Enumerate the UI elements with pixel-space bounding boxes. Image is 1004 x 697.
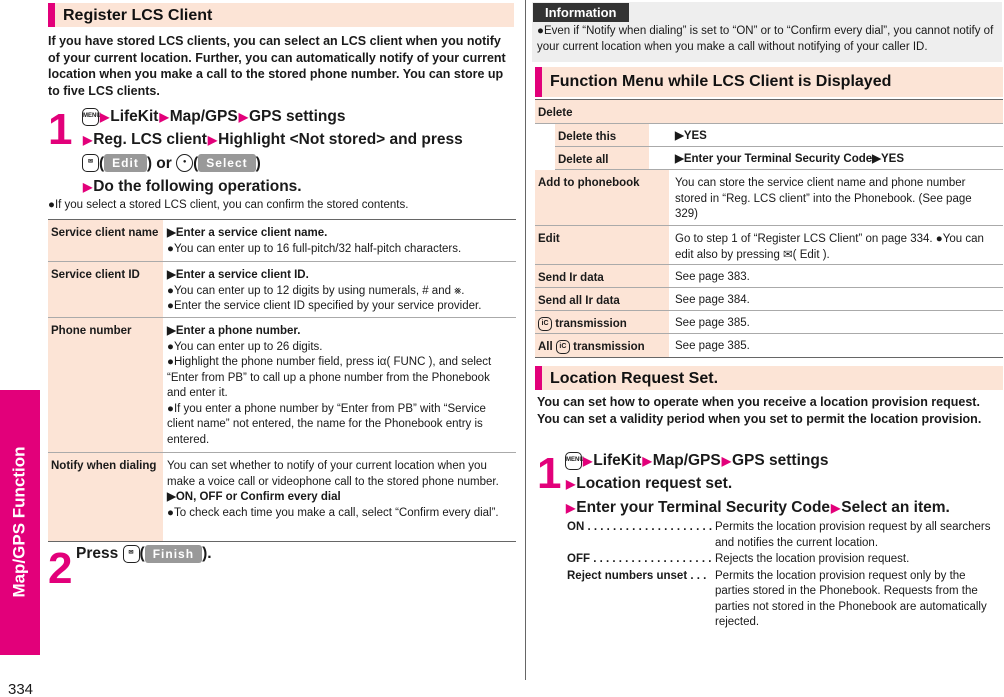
table-row: Send all Ir data See page 384. bbox=[535, 288, 1003, 311]
option-row: OFF . . . . . . . . . . . . . . . . . . . Rejects the location provision request. bbox=[567, 553, 910, 566]
register-intro: If you have stored LCS clients, you can select an LCS client when you notify of your current location. Further, you can automatically notify of your current location when you make a call to the stored phone number. You can store up to five LCS clients. bbox=[48, 34, 506, 98]
location-request-intro: You can set how to operate when you receive a location provision request. You can set a validity period when you set to permit the location provision. bbox=[537, 395, 982, 426]
information-label: Information bbox=[533, 3, 629, 22]
finish-softkey: Finish bbox=[145, 545, 202, 563]
center-key-icon: ● bbox=[176, 154, 193, 172]
option-row: ON . . . . . . . . . . . . . . . . . . . . Permits the location provision request by all searchers and notifies the current location. bbox=[567, 521, 991, 549]
location-options bbox=[567, 520, 1003, 631]
row-label: Service client name bbox=[48, 220, 163, 261]
table-row: Notify when dialing You can set whether to notify of your current location when you make a voice call or videophone call to the stored phone number. ▶ON, OFF or Confirm every dial ●To check each time you make a call, select “Confirm every dial”. bbox=[48, 453, 516, 541]
edit-softkey: Edit bbox=[104, 154, 147, 172]
register-options-table bbox=[48, 219, 516, 542]
step-2-text: Press ✉ ( Finish ). bbox=[76, 545, 212, 562]
stored-contents-note: ●If you select a stored LCS client, you can confirm the stored contents. bbox=[48, 199, 409, 211]
side-tab-label: Map/GPS Function bbox=[9, 446, 29, 598]
table-row: Delete this ▶YES bbox=[555, 124, 1003, 147]
table-row: All iC transmission See page 385. bbox=[535, 334, 1003, 357]
column-divider bbox=[525, 0, 526, 680]
table-row: Service client name ▶Enter a service client name. ●You can enter up to 16 full-pitch/32 half-pitch characters. bbox=[48, 220, 516, 262]
section-header-function-menu: Function Menu while LCS Client is Displayed bbox=[535, 67, 1003, 97]
table-row: Add to phonebook You can store the service client name and phone number stored in “Reg. LCS client” into the Phonebook. (See page 329) bbox=[535, 170, 1003, 226]
section-header-location-request: Location Request Set. bbox=[535, 366, 1003, 390]
table-row: Send Ir data See page 383. bbox=[535, 265, 1003, 288]
ir-icon: iC bbox=[538, 317, 552, 331]
table-row: Delete bbox=[535, 100, 1003, 124]
row-label: Notify when dialing bbox=[48, 453, 163, 541]
option-row: Reject numbers unset . . . Permits the location provision request only by the parties stored in the Phonebook. Requests from the parties not stored in the Phonebook are automatically rejected. bbox=[567, 569, 987, 629]
menu-key-icon: MENU bbox=[82, 108, 99, 126]
information-text: ●Even if “Notify when dialing” is set to “ON” or to “Confirm every dial”, you cannot notify of your current location when you make a call without notifying of your caller ID. bbox=[537, 25, 994, 53]
section-header-register: Register LCS Client bbox=[48, 3, 514, 27]
table-row: Edit Go to step 1 of “Register LCS Client” on page 334. ●You can edit also by pressing ✉( Edit ). bbox=[535, 226, 1003, 265]
table-row: Service client ID ▶Enter a service client ID. ●You can enter up to 12 digits by using numerals, # and ⨳. ●Enter the service client ID specified by your service provider. bbox=[48, 262, 516, 318]
mail-key-icon: ✉ bbox=[123, 545, 140, 563]
table-row: iC transmission See page 385. bbox=[535, 311, 1003, 334]
row-label: Service client ID bbox=[48, 262, 163, 317]
step-1-number-right: 1 bbox=[537, 449, 562, 498]
ir-icon: iC bbox=[556, 340, 570, 354]
table-row: Delete all ▶Enter your Terminal Security Code▶YES bbox=[555, 147, 1003, 170]
menu-key-icon: MENU bbox=[565, 452, 582, 470]
mail-key-icon: ✉ bbox=[82, 154, 99, 172]
step-1-number: 1 bbox=[48, 105, 73, 154]
step-1-text: MENU▶LifeKit▶Map/GPS▶GPS settings ▶Reg. LCS client▶Highlight <Not stored> and press ✉ ( Edit ) or ● ( Select ) ▶Do the following operations. bbox=[83, 108, 463, 195]
select-softkey: Select bbox=[198, 154, 255, 172]
page-number: 334 bbox=[8, 681, 34, 697]
step-1-text-right: MENU▶LifeKit▶Map/GPS▶GPS settings ▶Location request set. ▶Enter your Terminal Security Code▶Select an item. bbox=[566, 452, 950, 516]
side-tab bbox=[0, 390, 40, 655]
row-label: Phone number bbox=[48, 318, 163, 452]
function-menu-table bbox=[535, 99, 1003, 358]
step-2-number: 2 bbox=[48, 544, 73, 593]
table-row: Phone number ▶Enter a phone number. ●You can enter up to 26 digits. ●Highlight the phone number field, press iα( FUNC ), and select “Enter from PB” to call up a phone number from the Phonebook and enter it. ●If you enter a phone number by “Enter from PB” with “Service client name” not entered, the name for the Phonebook entry is entered. bbox=[48, 318, 516, 453]
